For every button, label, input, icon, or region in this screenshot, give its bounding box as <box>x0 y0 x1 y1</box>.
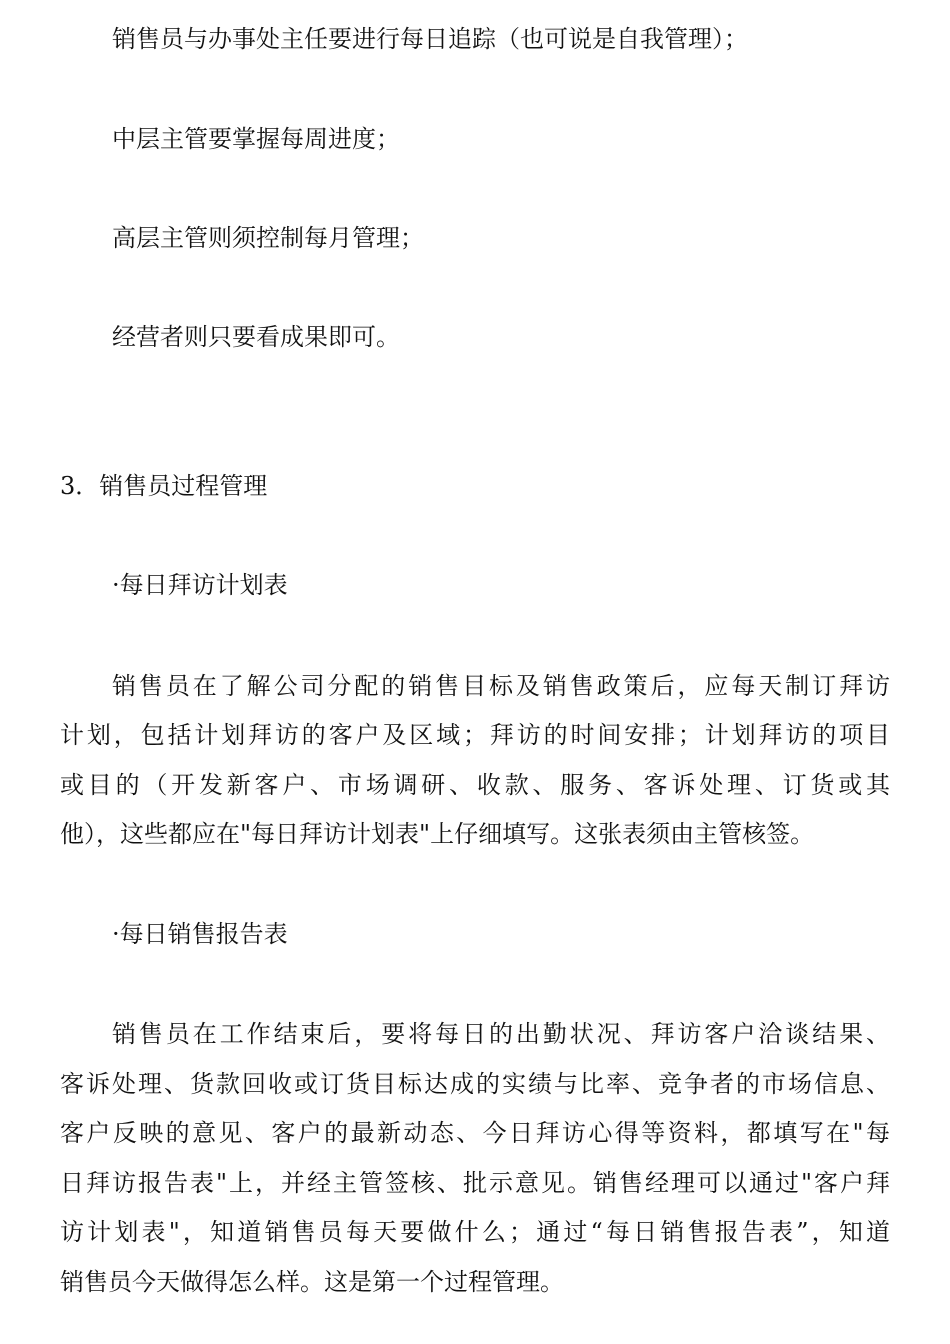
text-line-daily-tracking: 销售员与办事处主任要进行每日追踪（也可说是自我管理）； <box>112 25 748 53</box>
section-heading: 3．销售员过程管理 <box>60 472 268 500</box>
paragraph-line: 销售员在了解公司分配的销售目标及销售政策后，应每天制订拜访 <box>112 672 890 700</box>
paragraph-line: 日拜访报告表"上，并经主管签核、批示意见。销售经理可以通过"客户拜 <box>60 1169 890 1197</box>
paragraph-line: 他），这些都应在"每日拜访计划表"上仔细填写。这张表须由主管核签。 <box>60 820 815 848</box>
paragraph-line: 计划，包括计划拜访的客户及区域；拜访的时间安排；计划拜访的项目 <box>60 721 890 749</box>
text-line-results: 经营者则只要看成果即可。 <box>112 323 400 351</box>
item-title-sales-report: ·每日销售报告表 <box>112 920 288 948</box>
paragraph-line: 客户反映的意见、客户的最新动态、今日拜访心得等资料，都填写在"每 <box>60 1119 890 1147</box>
text-line-monthly-management: 高层主管则须控制每月管理； <box>112 224 424 252</box>
document-page <box>60 0 890 1344</box>
paragraph-line: 访计划表"，知道销售员每天要做什么；通过“每日销售报告表”，知道 <box>60 1218 890 1246</box>
paragraph-line: 销售员今天做得怎么样。这是第一个过程管理。 <box>60 1268 564 1296</box>
item-title-visit-plan: ·每日拜访计划表 <box>112 571 288 599</box>
text-line-weekly-progress: 中层主管要掌握每周进度； <box>112 125 400 153</box>
paragraph-line: 销售员在工作结束后，要将每日的出勤状况、拜访客户洽谈结果、 <box>112 1020 890 1048</box>
paragraph-line: 或目的（开发新客户、市场调研、收款、服务、客诉处理、订货或其 <box>60 771 890 799</box>
paragraph-line: 客诉处理、货款回收或订货目标达成的实绩与比率、竞争者的市场信息、 <box>60 1070 890 1098</box>
